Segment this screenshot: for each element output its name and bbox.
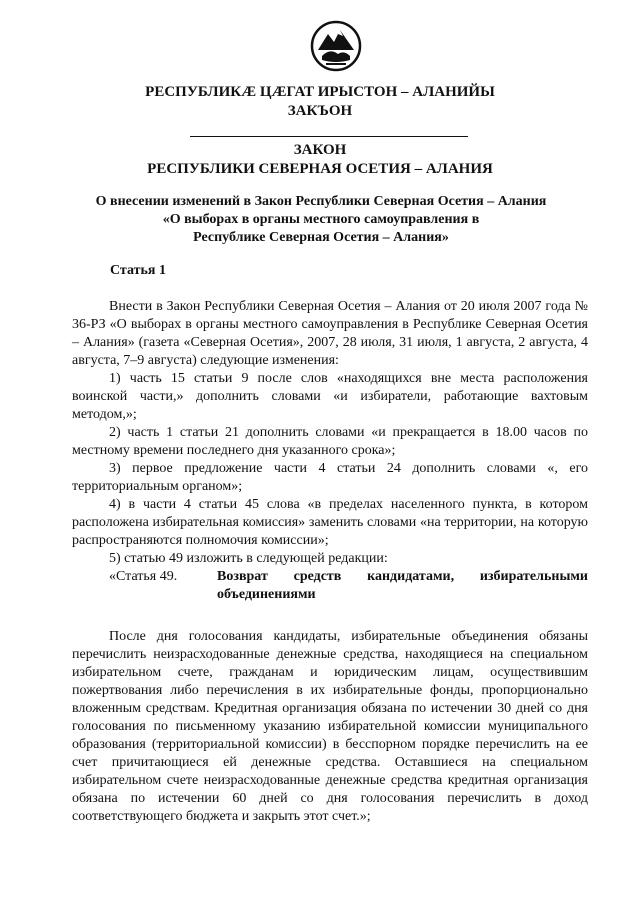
intro-paragraph: Внести в Закон Республики Северная Осетия – Алания от 20 июля 2007 года № 36-РЗ «О выборах в органы местного самоуправления в Республике Северная Осетия – Алания» (газета «Северная Осетия», 2007, 28 июля, 31 июля, 1 августа, 2 августа, 4 августа, 7–9 августа) следующие изменения: [72,299,588,368]
subject-line: «О выборах в органы местного самоуправления в [162,212,480,227]
article-49-heading [72,568,588,604]
coat-of-arms-emblem [310,20,362,72]
republic-name-russian: РЕСПУБЛИКИ СЕВЕРНАЯ ОСЕТИЯ – АЛАНИЯ [147,161,493,177]
law-subject [60,193,582,247]
law-label-ossetian: ЗАКЪОН [287,103,353,119]
article-49-title: Возврат средств кандидатами, избирательными объединениями [217,569,588,602]
article-heading: Статья 1 [110,263,166,278]
amendment-item: 5) статью 49 изложить в следующей редакции: [109,551,388,566]
article-49-text: После дня голосования кандидаты, избирательные объединения обязаны перечислить неизрасходованные денежные средства, находящиеся на специальном избирательном счете, гражданам и юридическим лицам, осуществившим пожертвования либо перечисления в их избирательные фонды, пропорционально вложенным средствам. Кредитная организация обязана по истечении 30 дней со дня голосования по письменному указанию избирательной комиссии муниципального образования (территориальной комиссии) в бесспорном порядке перечислить на ее счет причитающиеся ей денежные средства. Оставшиеся на специальном избирательном счете неизрасходованные денежные средства кредитная организация обязана по истечении 60 дней со дня голосования перечислить в доход соответствующего бюджета и закрыть этот счет.»; [72,629,588,824]
amendment-item: 1) часть 15 статьи 9 после слов «находящихся вне места расположения воинской части,» дополнить словами «и избиратели, работающие вахтовым методом,»; [72,371,588,422]
subject-line: Республике Северная Осетия – Алания» [193,230,449,245]
amendment-item: 2) часть 1 статьи 21 дополнить словами «и прекращается в 18.00 часов по местному времени последнего дня указанного срока»; [72,425,588,458]
republic-name-ossetian: РЕСПУБЛИКÆ ЦÆГАТ ИРЫСТОН – АЛАНИЙЫ [145,84,495,100]
amendment-item: 4) в части 4 статьи 45 слова «в пределах населенного пункта, в котором расположена избирательная комиссия» заменить словами «на территории, на которую распространяются полномочия комиссии»; [72,497,588,548]
header-divider [190,136,468,137]
subject-line: О внесении изменений в Закон Республики Северная Осетия – Алания [95,194,547,209]
amendment-item: 3) первое предложение части 4 статьи 24 дополнить словами «, его территориальным органом»; [72,461,588,494]
article-49-label: «Статья 49. [109,569,178,584]
article-body [72,298,588,826]
law-title: ЗАКОН [293,142,347,158]
